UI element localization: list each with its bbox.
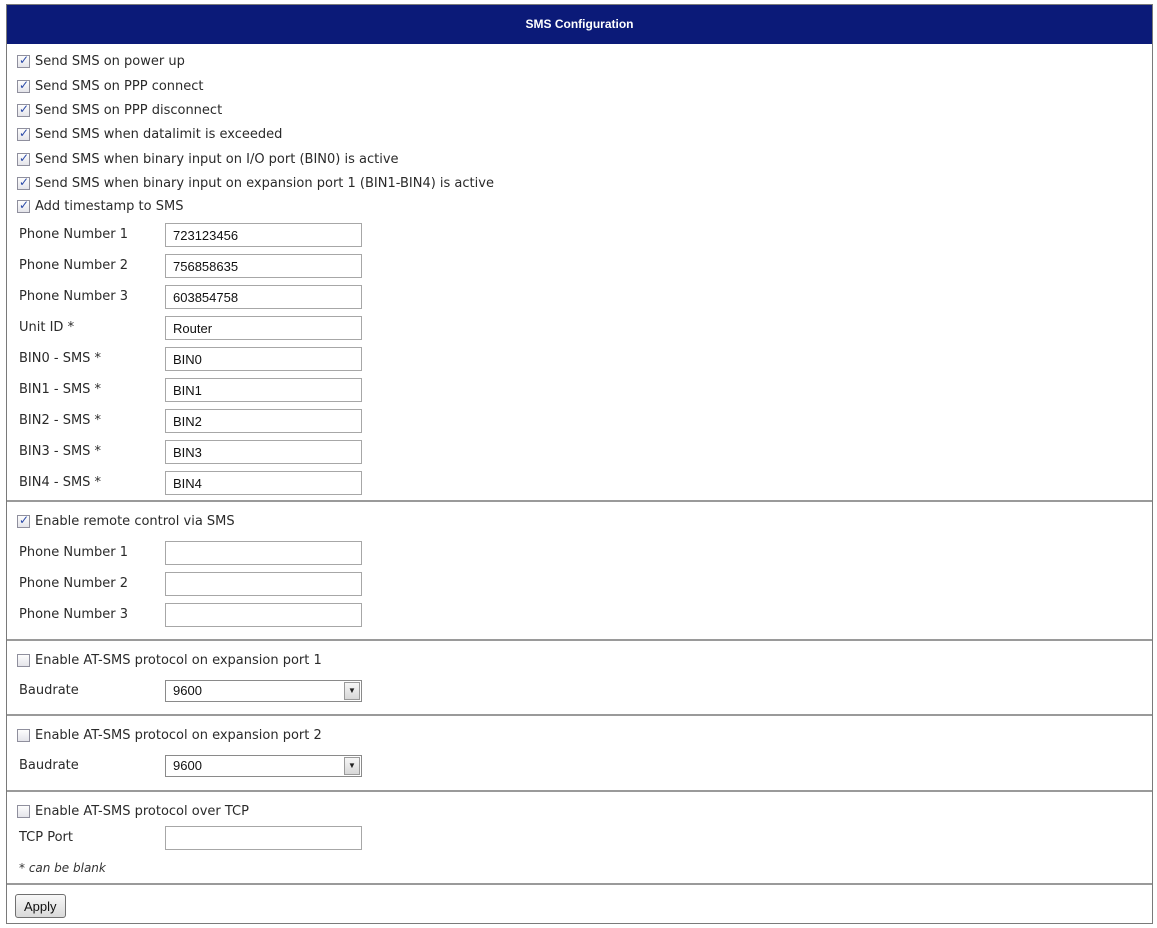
baudrate-value: 9600 [173, 758, 202, 773]
remote-phone-2-input[interactable] [165, 572, 362, 596]
bin0-sms-input[interactable] [165, 347, 362, 371]
phone-number-3-label: Phone Number 3 [19, 289, 129, 304]
option-power-up[interactable] [17, 51, 185, 71]
option-bin1-bin4[interactable] [17, 173, 494, 193]
option-label: Send SMS when binary input on expansion port 1 (BIN1-BIN4) is active [35, 175, 494, 191]
option-label: Add timestamp to SMS [35, 198, 184, 214]
bin2-sms-input[interactable] [165, 409, 362, 433]
remote-phone-3-label: Phone Number 3 [19, 607, 129, 622]
at-sms-tcp-option[interactable] [17, 801, 249, 821]
checkbox[interactable] [17, 55, 30, 68]
phone-number-3-input[interactable] [165, 285, 362, 309]
phone-number-2-input[interactable] [165, 254, 362, 278]
option-ppp-disconnect[interactable] [17, 100, 222, 120]
remote-phone-3-input[interactable] [165, 603, 362, 627]
phone-number-1-label: Phone Number 1 [19, 227, 129, 242]
tcp-port-label: TCP Port [19, 830, 73, 845]
at-sms-port2-section [7, 714, 1152, 790]
option-timestamp[interactable] [17, 196, 183, 216]
option-bin0[interactable] [17, 149, 399, 169]
remote-control-option[interactable] [17, 511, 235, 531]
sms-configuration-panel [6, 4, 1153, 924]
unit-id-input[interactable] [165, 316, 362, 340]
checkbox[interactable] [17, 153, 30, 166]
remote-control-section [7, 500, 1152, 639]
tcp-port-input[interactable] [165, 826, 362, 850]
checkbox[interactable] [17, 177, 30, 190]
option-label: Send SMS when datalimit is exceeded [35, 126, 283, 142]
option-label: Enable AT-SMS protocol over TCP [35, 803, 249, 819]
checkbox[interactable] [17, 104, 30, 117]
panel-title: SMS Configuration [7, 5, 1152, 44]
chevron-down-icon[interactable]: ▼ [344, 682, 360, 700]
sms-notifications-section [7, 44, 1152, 500]
option-datalimit[interactable] [17, 124, 282, 144]
apply-section [7, 883, 1152, 923]
phone-number-1-input[interactable] [165, 223, 362, 247]
bin2-sms-label: BIN2 - SMS * [19, 413, 102, 428]
remote-phone-1-label: Phone Number 1 [19, 545, 129, 560]
option-label: Send SMS on power up [35, 53, 185, 69]
baudrate-label: Baudrate [19, 758, 79, 773]
baudrate-select[interactable] [165, 755, 362, 777]
bin0-sms-label: BIN0 - SMS * [19, 351, 102, 366]
baudrate-label: Baudrate [19, 683, 79, 698]
option-label: Enable AT-SMS protocol on expansion port 2 [35, 727, 322, 743]
checkbox[interactable] [17, 200, 30, 213]
at-sms-port2-option[interactable] [17, 725, 322, 745]
checkbox[interactable] [17, 80, 30, 93]
unit-id-label: Unit ID * [19, 320, 75, 335]
checkbox[interactable] [17, 654, 30, 667]
phone-number-2-label: Phone Number 2 [19, 258, 129, 273]
blank-note: * can be blank [19, 861, 106, 875]
apply-button[interactable]: Apply [15, 894, 66, 918]
bin1-sms-label: BIN1 - SMS * [19, 382, 102, 397]
option-label: Send SMS on PPP disconnect [35, 102, 223, 118]
option-label: Send SMS on PPP connect [35, 78, 204, 94]
option-label: Send SMS when binary input on I/O port (BIN0) is active [35, 151, 399, 167]
checkbox[interactable] [17, 729, 30, 742]
chevron-down-icon[interactable]: ▼ [344, 757, 360, 775]
checkbox[interactable] [17, 515, 30, 528]
bin3-sms-input[interactable] [165, 440, 362, 464]
option-ppp-connect[interactable] [17, 76, 204, 96]
remote-phone-2-label: Phone Number 2 [19, 576, 129, 591]
at-sms-port1-section [7, 639, 1152, 714]
checkbox[interactable] [17, 128, 30, 141]
bin1-sms-input[interactable] [165, 378, 362, 402]
option-label: Enable remote control via SMS [35, 513, 235, 529]
bin4-sms-label: BIN4 - SMS * [19, 475, 102, 490]
baudrate-select[interactable] [165, 680, 362, 702]
bin3-sms-label: BIN3 - SMS * [19, 444, 102, 459]
remote-phone-1-input[interactable] [165, 541, 362, 565]
checkbox[interactable] [17, 805, 30, 818]
baudrate-value: 9600 [173, 683, 202, 698]
at-sms-tcp-section [7, 790, 1152, 883]
bin4-sms-input[interactable] [165, 471, 362, 495]
option-label: Enable AT-SMS protocol on expansion port 1 [35, 652, 322, 668]
at-sms-port1-option[interactable] [17, 650, 322, 670]
